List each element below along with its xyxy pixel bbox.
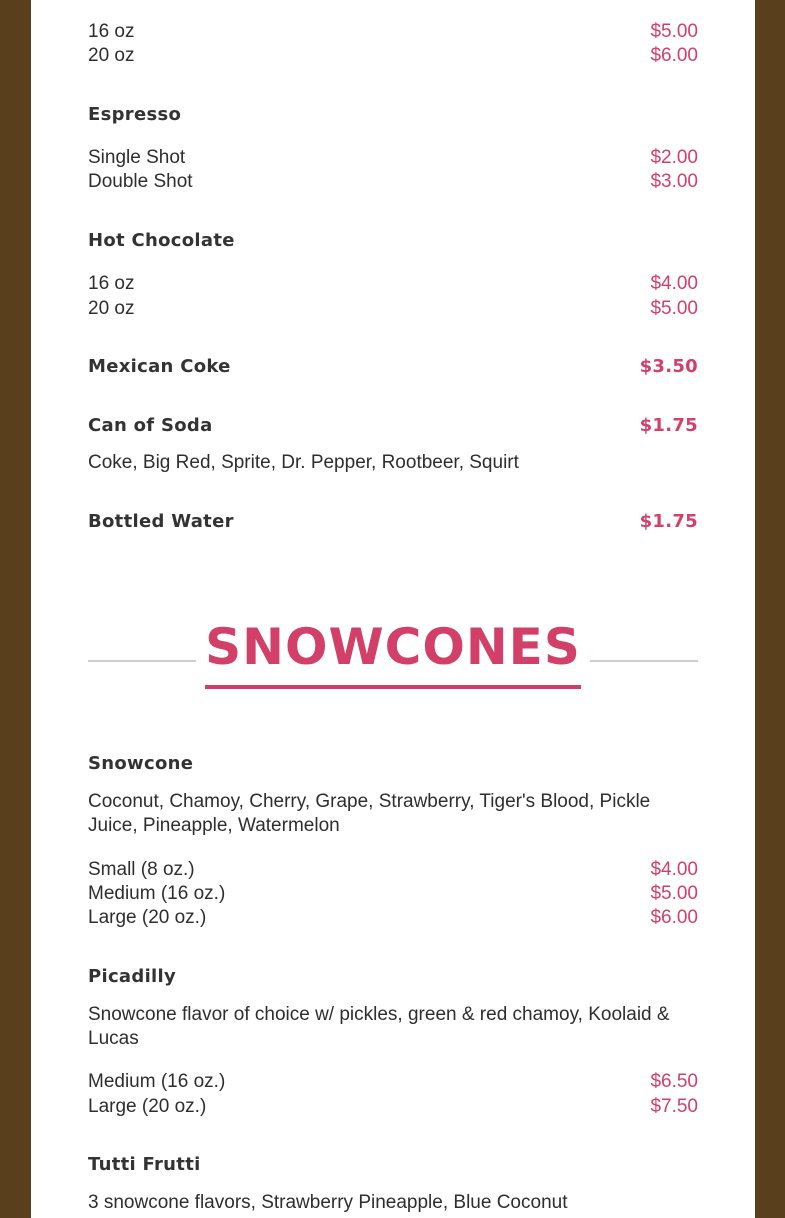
- section-title-underline: [205, 685, 581, 689]
- divider-line-right: [590, 660, 698, 662]
- option-size: Single Shot: [88, 147, 186, 168]
- section-title: SNOWCONES: [205, 618, 581, 676]
- item-name-tutti-frutti: [88, 1153, 698, 1177]
- item-name: Picadilly: [88, 966, 177, 987]
- item-can-of-soda: [88, 414, 698, 438]
- menu-page: [31, 0, 755, 1218]
- item-name: Bottled Water: [88, 511, 234, 532]
- menu-option-row: [88, 20, 698, 44]
- option-size: Medium (16 oz.): [88, 1071, 226, 1092]
- option-size: Large (20 oz.): [88, 907, 207, 928]
- option-size: 20 oz: [88, 298, 135, 319]
- option-price: $2.00: [650, 147, 698, 168]
- item-price: $3.50: [639, 356, 698, 377]
- menu-option-row: [88, 858, 698, 882]
- option-price: $5.00: [650, 21, 698, 42]
- option-size: 16 oz: [88, 21, 135, 42]
- item-name-snowcone: [88, 752, 698, 776]
- option-size: Double Shot: [88, 171, 193, 192]
- menu-option-row: [88, 146, 698, 170]
- option-price: $6.00: [650, 907, 698, 928]
- menu-option-row: [88, 272, 698, 296]
- item-description: Snowcone flavor of choice w/ pickles, green & red chamoy, Koolaid & Lucas: [88, 1004, 670, 1049]
- menu-option-row: [88, 906, 698, 930]
- option-price: $6.00: [650, 45, 698, 66]
- option-price: $6.50: [650, 1071, 698, 1092]
- item-description: 3 snowcone flavors, Strawberry Pineapple, Blue Coconut: [88, 1192, 568, 1213]
- option-size: Medium (16 oz.): [88, 883, 226, 904]
- item-name: Espresso: [88, 104, 182, 125]
- divider-line-left: [88, 660, 196, 662]
- menu-option-row: [88, 1095, 698, 1119]
- menu-option-row: [88, 882, 698, 906]
- section-header-snowcones: [88, 616, 698, 692]
- option-price: $5.00: [650, 298, 698, 319]
- option-price: $4.00: [650, 273, 698, 294]
- item-name-picadilly: [88, 965, 698, 989]
- item-description: Coke, Big Red, Sprite, Dr. Pepper, Rootbeer, Squirt: [88, 452, 519, 473]
- item-name: Tutti Frutti: [88, 1154, 201, 1175]
- menu-option-row: [88, 44, 698, 68]
- item-name: Snowcone: [88, 753, 194, 774]
- option-size: 20 oz: [88, 45, 135, 66]
- menu-option-row: [88, 170, 698, 194]
- item-bottled-water: [88, 510, 698, 534]
- option-price: $7.50: [650, 1096, 698, 1117]
- item-name: Mexican Coke: [88, 356, 231, 377]
- option-size: 16 oz: [88, 273, 135, 294]
- item-mexican-coke: [88, 355, 698, 379]
- item-description: Coconut, Chamoy, Cherry, Grape, Strawberry, Tiger's Blood, Pickle Juice, Pineapple, Watermelon: [88, 791, 651, 836]
- option-size: Small (8 oz.): [88, 859, 195, 880]
- option-price: $4.00: [650, 859, 698, 880]
- item-name-hot-chocolate: [88, 229, 698, 253]
- menu-option-row: [88, 1070, 698, 1094]
- option-price: $3.00: [650, 171, 698, 192]
- item-price: $1.75: [639, 415, 698, 436]
- item-name-espresso: [88, 103, 698, 127]
- item-name: Hot Chocolate: [88, 230, 235, 251]
- item-name: Can of Soda: [88, 415, 213, 436]
- option-price: $5.00: [650, 883, 698, 904]
- option-size: Large (20 oz.): [88, 1096, 207, 1117]
- item-price: $1.75: [639, 511, 698, 532]
- menu-option-row: [88, 297, 698, 321]
